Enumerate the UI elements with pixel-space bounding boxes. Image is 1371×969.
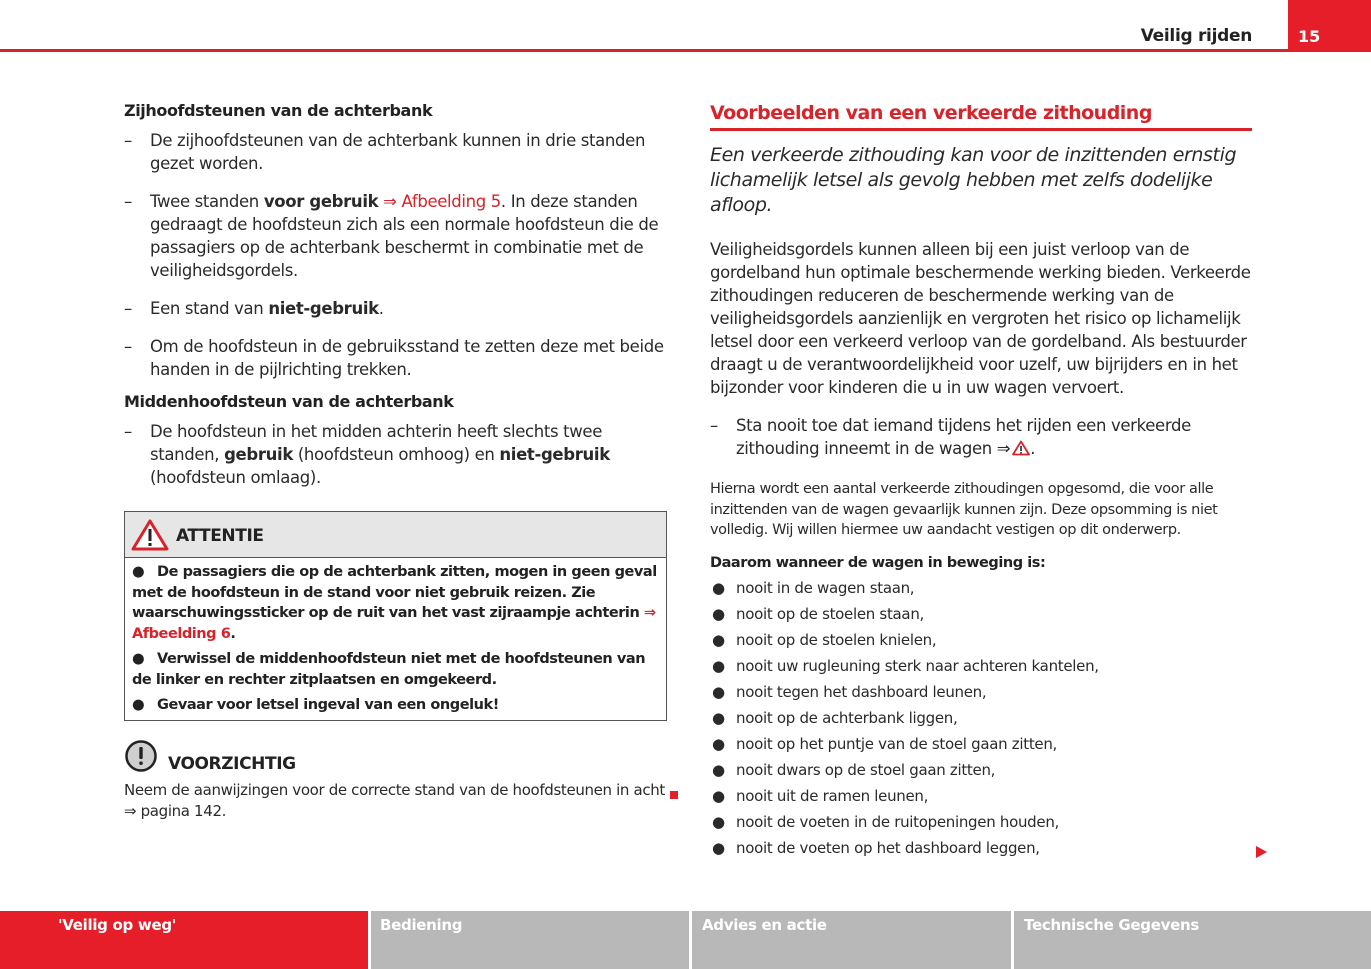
list-item: ● nooit op de achterbank liggen, bbox=[712, 708, 958, 727]
list-item: ● nooit de voeten in de ruitopeningen houden, bbox=[712, 812, 1059, 831]
list-heading: Daarom wanneer de wagen in beweging is: bbox=[710, 554, 1046, 571]
note-paragraph: Hierna wordt een aantal verkeerde zithoudingen opgesomd, die voor alle inzittenden van de wagen gevaarlijk kunnen zijn. Deze opsomming is niet volledig. Wij willen hiermee uw aandacht vestigen op dit onderwerp. bbox=[710, 481, 1218, 538]
list-item: – Om de hoofdsteun in de gebruiksstand te zetten deze met beide handen in de pijlrichting trekken. bbox=[124, 337, 664, 379]
list-item: – Een stand van niet-gebruik. bbox=[124, 299, 384, 318]
left-column bbox=[124, 100, 669, 829]
list-item: ● nooit op de stoelen knielen, bbox=[712, 630, 937, 649]
tab-bediening[interactable]: Bediening bbox=[371, 911, 689, 969]
list-item: – Twee standen voor gebruik ⇒ Afbeelding 5. In deze standen gedraagt de hoofdsteun zich als een normale hoofdsteun die de passagiers op de achterbank beschermt in combinatie met de veiligheidsgordels. bbox=[124, 192, 659, 280]
tab-veilig-op-weg[interactable]: 'Veilig op weg' bbox=[0, 911, 368, 969]
warning-item: ● Verwissel de middenhoofdsteun niet met de hoofdsteunen van de linker en rechter zitplaatsen en omgekeerd. bbox=[132, 651, 646, 688]
exclamation-circle-icon bbox=[124, 739, 158, 773]
page-142-link[interactable]: ⇒ pagina 142. bbox=[124, 801, 227, 820]
list-item: ● nooit de voeten op het dashboard leggen, bbox=[712, 838, 1040, 857]
bullet-list bbox=[710, 575, 1255, 861]
running-header-title: Veilig rijden bbox=[1140, 26, 1252, 46]
list-item: ● nooit in de wagen staan, bbox=[712, 578, 915, 597]
right-column bbox=[710, 100, 1255, 861]
caution-label: VOORZICHTIG bbox=[168, 753, 296, 774]
tab-technische-gegevens[interactable]: Technische Gegevens bbox=[1014, 911, 1371, 969]
page-number: 15 bbox=[1298, 27, 1321, 46]
list-item: ● nooit tegen het dashboard leunen, bbox=[712, 682, 987, 701]
warning-box bbox=[124, 511, 667, 721]
middle-headrest-heading: Middenhoofdsteun van de achterbank bbox=[124, 392, 454, 411]
caution-note bbox=[124, 739, 669, 829]
list-item: ● nooit op de stoelen staan, bbox=[712, 604, 924, 623]
section-end-marker bbox=[670, 791, 678, 799]
header-rule bbox=[0, 49, 1371, 52]
list-item: – Sta nooit toe dat iemand tijdens het rijden een verkeerde zithouding inneemt in de wagen ⇒ . bbox=[710, 416, 1191, 458]
list-item: – De zijhoofdsteunen van de achterbank kunnen in drie standen gezet worden. bbox=[124, 131, 646, 173]
list-item: ● nooit op het puntje van de stoel gaan zitten, bbox=[712, 734, 1057, 753]
warning-item: ● Gevaar voor letsel ingeval van een ongeluk! bbox=[132, 697, 499, 713]
body-paragraph: Veiligheidsgordels kunnen alleen bij een juist verloop van de gordelband hun optimale beschermende werking bieden. Verkeerde zithoudingen reduceren de beschermende werking van de veiligheidsgordels aanzienlijk en vergroten het risico op lichamelijk letsel door een verkeerd verloop van de gordelband. Als bestuurder draagt u de verantwoordelijkheid voor uzelf, uw bijrijders en in het bijzonder voor kinderen die u in uw wagen vervoert. bbox=[710, 240, 1251, 397]
warning-item: ● De passagiers die op de achterbank zitten, mogen in geen geval met de hoofdsteun in de stand voor niet gebruik reizen. Zie waarschuwingssticker op de ruit van het vast zijraampje achterin ⇒ Afbeelding 6. bbox=[132, 564, 657, 642]
lead-paragraph: Een verkeerde zithouding kan voor de inzittenden ernstig lichamelijk letsel als gevolg hebben met zelfs dodelijke afloop. bbox=[710, 144, 1237, 216]
tab-advies-en-actie[interactable]: Advies en actie bbox=[692, 911, 1011, 969]
list-item: ● nooit uw rugleuning sterk naar achteren kantelen, bbox=[712, 656, 1099, 675]
warning-header bbox=[125, 512, 666, 558]
footer-nav bbox=[0, 911, 1371, 969]
list-item: ● nooit uit de ramen leunen, bbox=[712, 786, 929, 805]
continue-arrow-icon bbox=[1256, 846, 1267, 858]
side-headrests-heading: Zijhoofdsteunen van de achterbank bbox=[124, 101, 433, 120]
warning-triangle-icon bbox=[131, 519, 169, 551]
section-title: Voorbeelden van een verkeerde zithouding bbox=[710, 100, 1252, 131]
warning-triangle-icon[interactable] bbox=[1012, 440, 1030, 456]
figure-5-link[interactable]: ⇒ Afbeelding 5 bbox=[378, 192, 501, 211]
list-item: – De hoofdsteun in het midden achterin heeft slechts twee standen, gebruik (hoofdsteun omhoog) en niet-gebruik (hoofdsteun omlaag). bbox=[124, 422, 610, 487]
figure-6-link[interactable]: ⇒ Afbeelding 6 bbox=[132, 605, 656, 642]
list-item: ● nooit dwars op de stoel gaan zitten, bbox=[712, 760, 996, 779]
page-number-tab bbox=[1288, 0, 1371, 52]
caution-text: Neem de aanwijzingen voor de correcte stand van de hoofdsteunen in acht ⇒ pagina 142. bbox=[124, 780, 669, 822]
warning-label: ATTENTIE bbox=[176, 526, 264, 546]
